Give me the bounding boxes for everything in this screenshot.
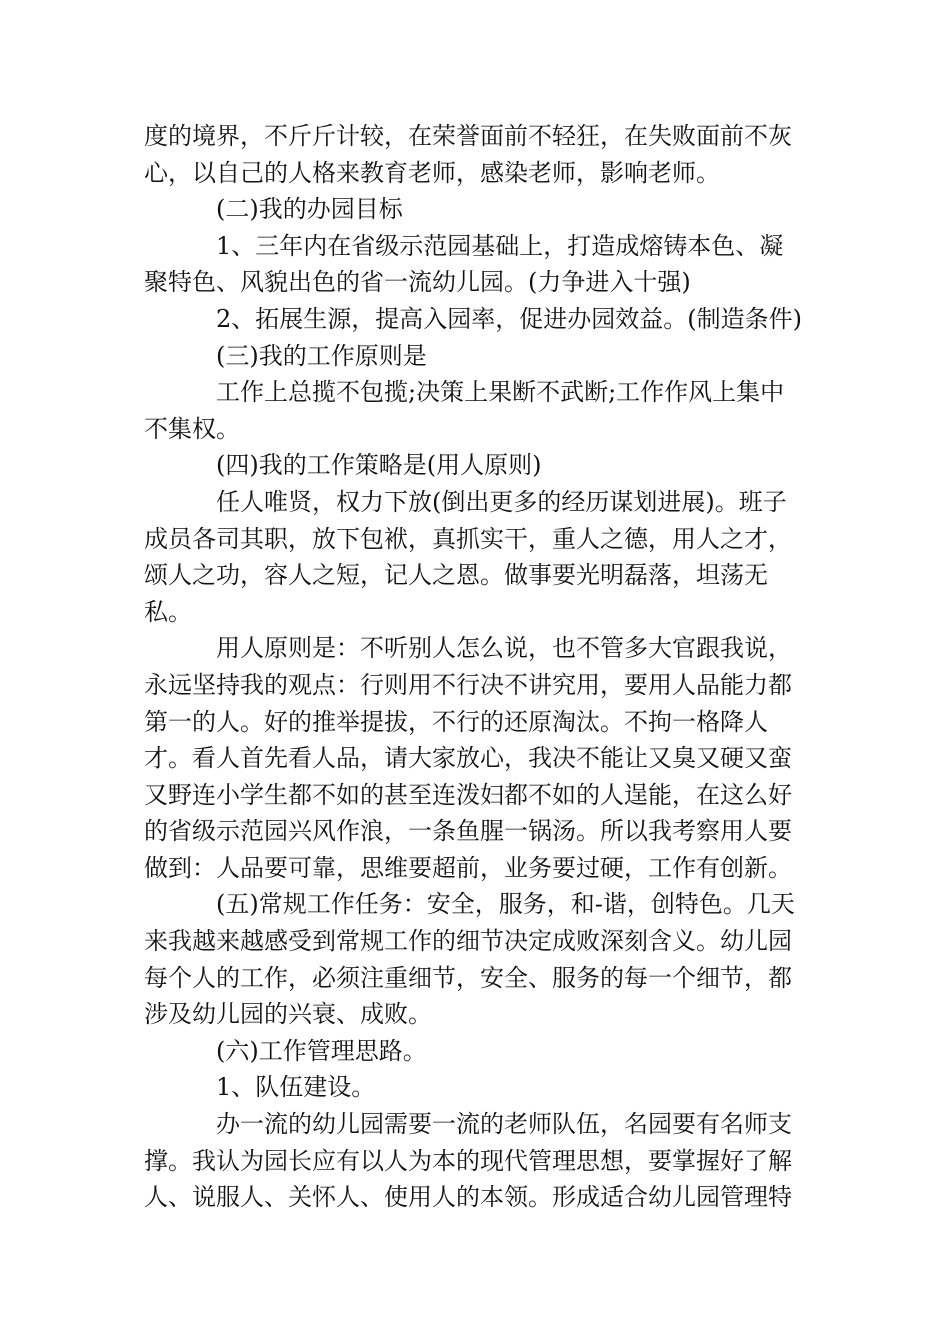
- paragraph: 2、拓展生源，提高入园率，促进办园效益。(制造条件): [216, 304, 802, 333]
- document-body: [144, 118, 804, 1216]
- paragraph: 任人唯贤，权力下放(倒出更多的经历谋划进展)。班子成员各司其职，放下包袱，真抓实干，重人之德，用人之才，颂人之功，容人之短，记人之恩。做事要光明磊落，坦荡无私。: [144, 487, 792, 626]
- section-heading: (四)我的工作策略是(用人原则): [216, 451, 542, 480]
- section-heading: (二)我的办园目标: [216, 195, 403, 224]
- paragraph: 度的境界，不斤斤计较，在荣誉面前不轻狂，在失败面前不灰心，以自己的人格来教育老师，感染老师，影响老师。: [144, 122, 792, 187]
- paragraph: 用人原则是：不听别人怎么说，也不管多大官跟我说，永远坚持我的观点：行则用不行决不讲究用，要用人品能力都第一的人。好的推举提拔，不行的还原淘汰。不拘一格降人才。看人首先看人品，请大家放心，我决不能让又臭又硬又蛮又野连小学生都不如的甚至连泼妇都不如的人逞能，在这么好的省级示范园兴风作浪，一条鱼腥一锅汤。所以我考察用人要做到：人品要可靠，思维要超前，业务要过硬，工作有创新。: [144, 634, 792, 882]
- subsection-heading: 1、队伍建设。: [216, 1073, 376, 1102]
- paragraph: (五)常规工作任务：安全，服务，和-谐，创特色。几天来我越来越感受到常规工作的细节决定成败深刻含义。幼儿园每个人的工作，必须注重细节，安全、服务的每一个细节，都涉及幼儿园的兴衰、成败。: [144, 890, 795, 1029]
- paragraph: 1、三年内在省级示范园基础上，打造成熔铸本色、凝聚特色、风貌出色的省一流幼儿园。(力争进入十强): [144, 231, 784, 297]
- paragraph: 工作上总揽不包揽;决策上果断不武断;工作作风上集中不集权。: [144, 378, 785, 443]
- section-heading: (三)我的工作原则是: [216, 341, 427, 370]
- paragraph: 办一流的幼儿园需要一流的老师队伍，名园要有名师支撑。我认为园长应有以人为本的现代管理思想，要掌握好了解人、说服人、关怀人、使用人的本领。形成适合幼儿园管理特: [144, 1110, 792, 1212]
- section-heading: (六)工作管理思路。: [216, 1036, 427, 1065]
